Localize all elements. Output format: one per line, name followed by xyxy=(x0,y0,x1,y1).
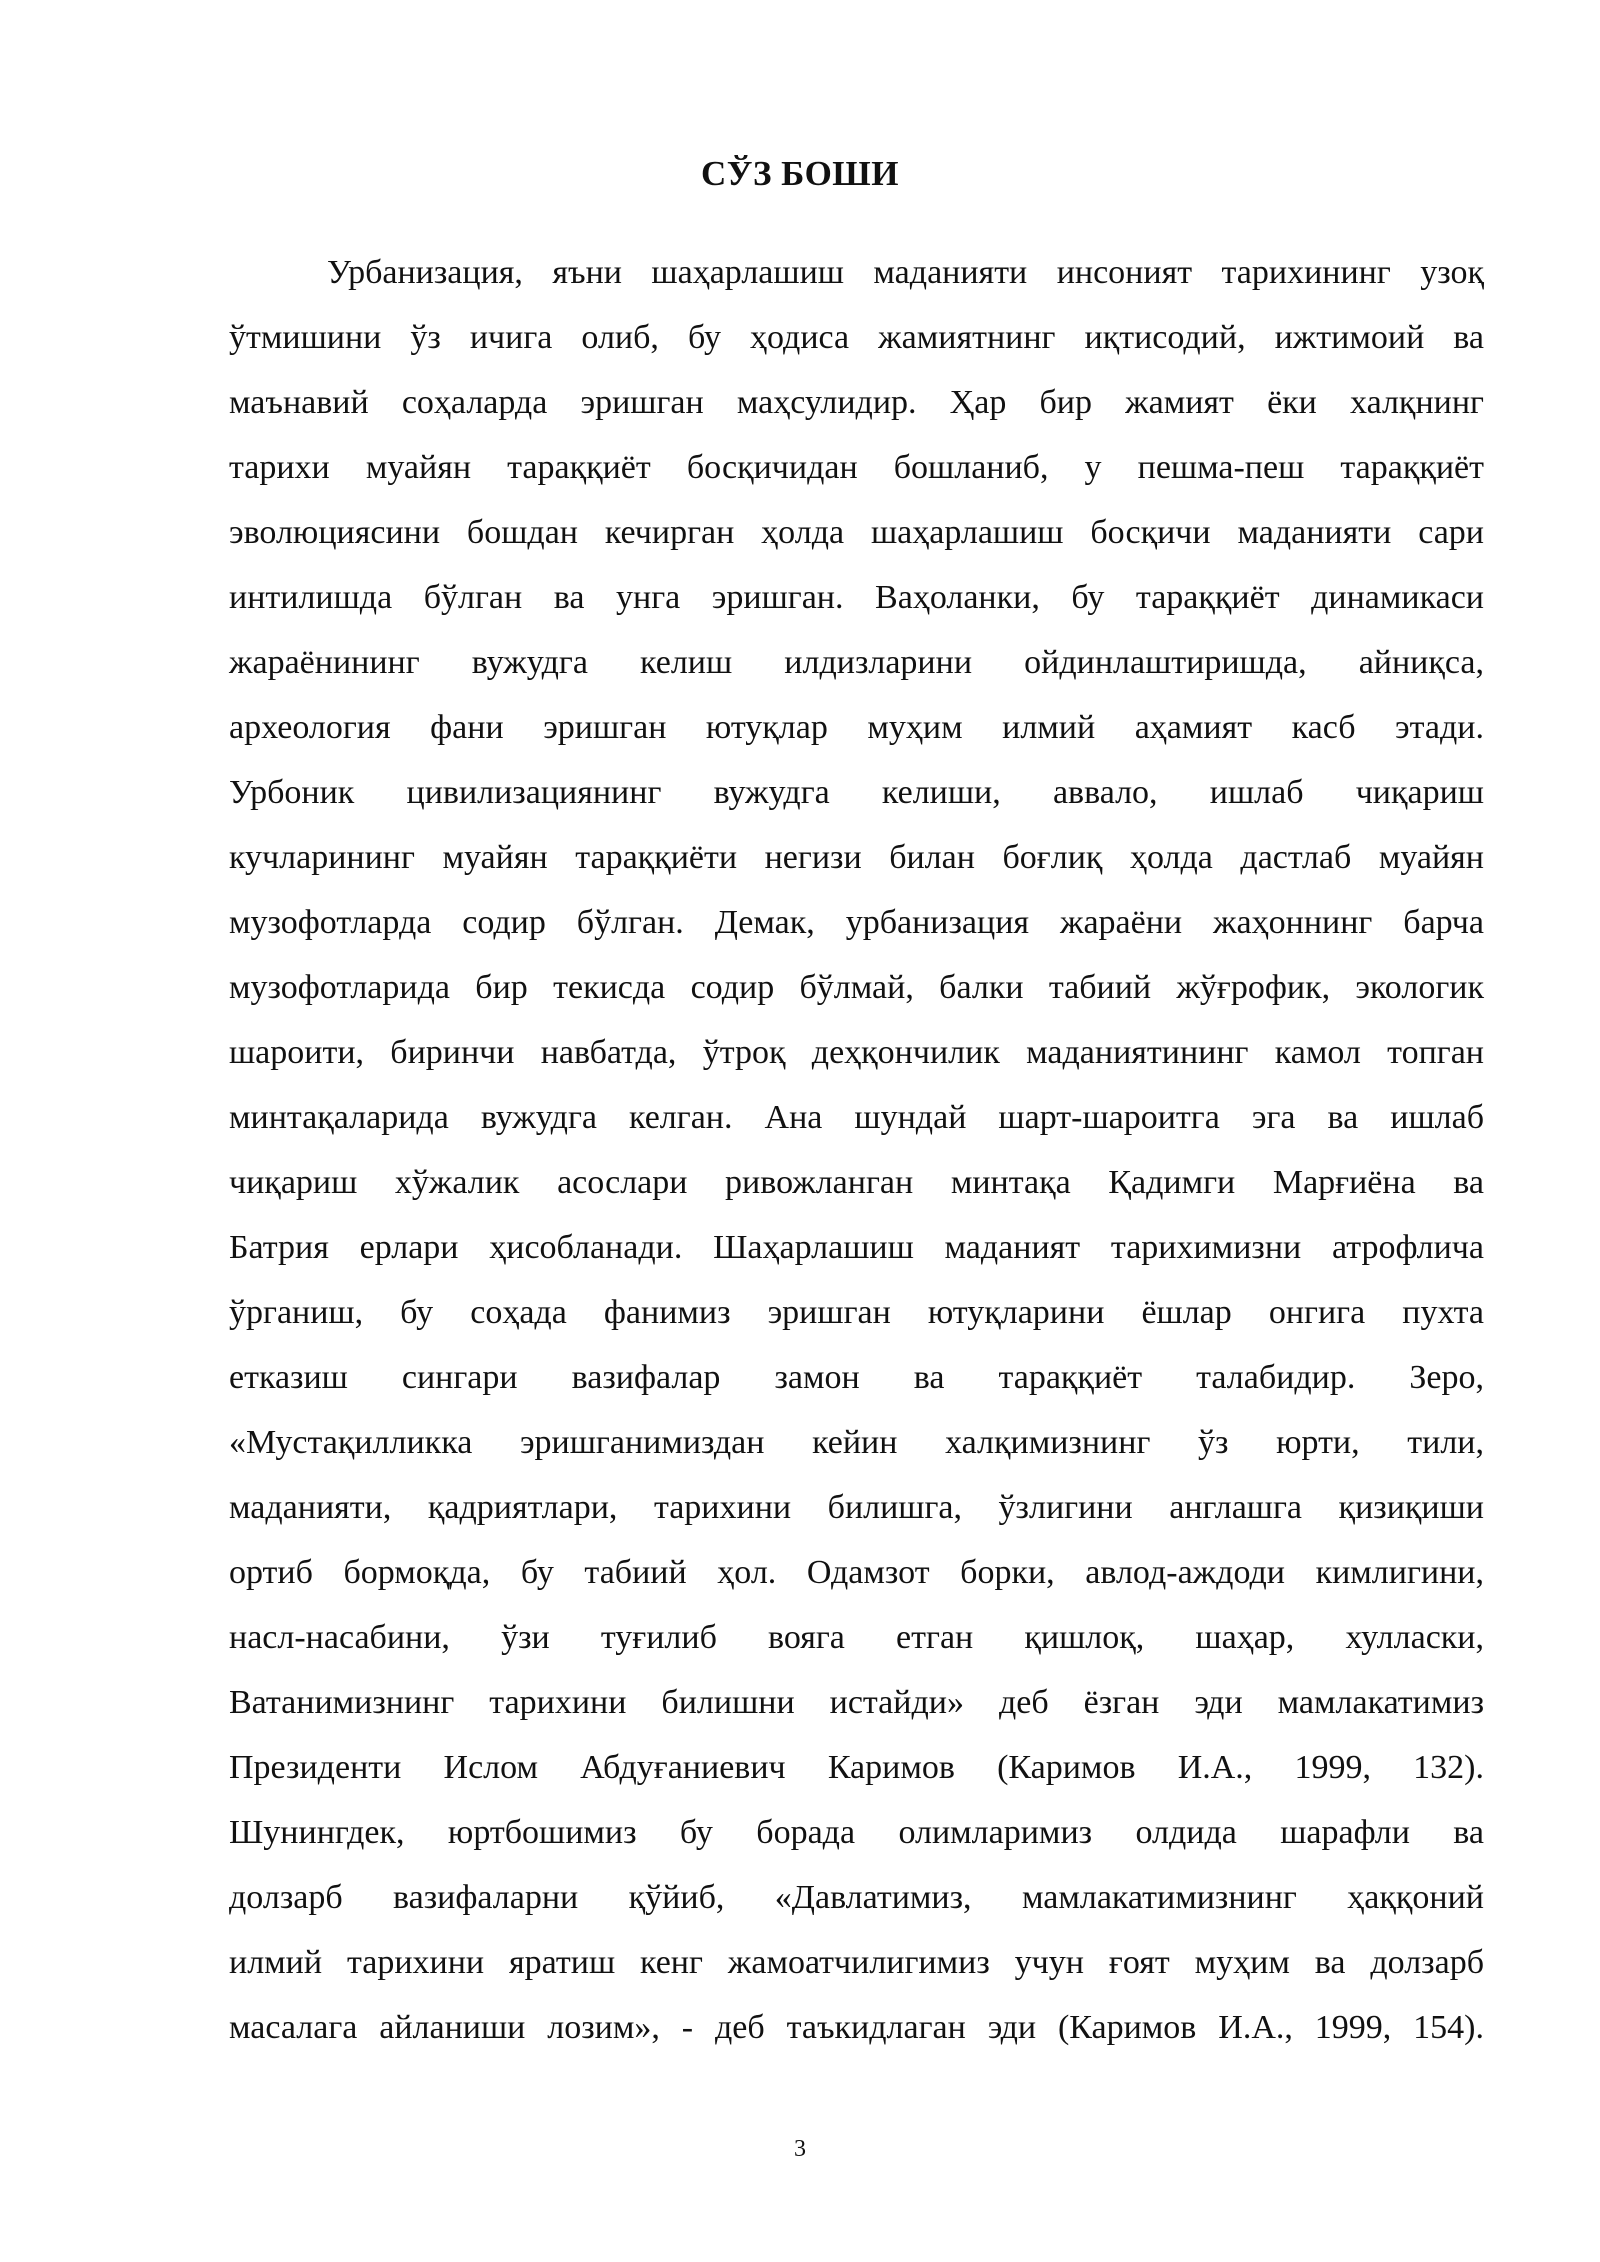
text-line: ўтмишини ўз ичига олиб, бу ҳодиса жамиятнинг иқтисодий, ижтимоий ва xyxy=(229,319,1484,356)
text-line: маданияти, қадриятлари, тарихини билишга, ўзлигини англашга қизиқиши xyxy=(229,1489,1484,1526)
text-line: жараёнининг вужудга келиш илдизларини ойдинлаштиришда, айниқса, xyxy=(229,644,1484,681)
page-title: СЎЗ БОШИ xyxy=(701,154,899,193)
text-line: ўрганиш, бу соҳада фанимиз эришган ютуқларини ёшлар онгига пухта xyxy=(229,1294,1484,1331)
text-line: масалага айланиши лозим», - деб таъкидлаган эди (Каримов И.А., 1999, 154). xyxy=(229,2009,1484,2046)
text-line: Ватанимизнинг тарихини билишни истайди» деб ёзган эди мамлакатимиз xyxy=(229,1684,1484,1721)
text-line: илмий тарихини яратиш кенг жамоатчилигимиз учун ғоят муҳим ва долзарб xyxy=(229,1944,1484,1981)
text-line: ортиб бормоқда, бу табиий ҳол. Одамзот борки, авлод-аждоди кимлигини, xyxy=(229,1554,1484,1591)
text-line: етказиш сингари вазифалар замон ва тараққиёт талабидир. Зеро, xyxy=(229,1359,1484,1396)
text-line: Урбоник цивилизациянинг вужудга келиши, аввало, ишлаб чиқариш xyxy=(229,774,1484,811)
text-line: Шунингдек, юртбошимиз бу борада олимларимиз олдида шарафли ва xyxy=(229,1814,1484,1851)
text-line: кучларининг муайян тараққиёти негизи билан боғлиқ ҳолда дастлаб муайян xyxy=(229,839,1484,876)
text-line: долзарб вазифаларни қўйиб, «Давлатимиз, мамлакатимизнинг ҳаққоний xyxy=(229,1879,1484,1916)
text-line: музофотларда содир бўлган. Демак, урбанизация жараёни жаҳоннинг барча xyxy=(229,904,1484,941)
text-line: шароити, биринчи навбатда, ўтроқ деҳқончилик маданиятининг камол топган xyxy=(229,1034,1484,1071)
text-line: интилишда бўлган ва унга эришган. Ваҳоланки, бу тараққиёт динамикаси xyxy=(229,579,1484,616)
text-line: Урбанизация, яъни шаҳарлашиш маданияти инсоният тарихининг узоқ xyxy=(327,254,1484,291)
text-line: археология фани эришган ютуқлар муҳим илмий аҳамият касб этади. xyxy=(229,709,1484,746)
text-line: маънавий соҳаларда эришган маҳсулидир. Ҳар бир жамият ёки халқнинг xyxy=(229,384,1484,421)
page-number: 3 xyxy=(794,2136,806,2162)
body-paragraph xyxy=(229,240,1484,2060)
text-line: минтақаларида вужудга келган. Ана шундай шарт-шароитга эга ва ишлаб xyxy=(229,1099,1484,1136)
text-line: музофотларида бир текисда содир бўлмай, балки табиий жўғрофик, экологик xyxy=(229,969,1484,1006)
text-line: тарихи муайян тараққиёт босқичидан бошланиб, у пешма-пеш тараққиёт xyxy=(229,449,1484,486)
text-line: Президенти Ислом Абдуғаниевич Каримов (Каримов И.А., 1999, 132). xyxy=(229,1749,1484,1786)
text-line: «Мустақилликка эришганимиздан кейин халқимизнинг ўз юрти, тили, xyxy=(229,1424,1484,1461)
text-line: чиқариш хўжалик асослари ривожланган минтақа Қадимги Марғиёна ва xyxy=(229,1164,1484,1201)
text-line: насл-насабини, ўзи туғилиб вояга етган қишлоқ, шаҳар, хулласки, xyxy=(229,1619,1484,1656)
text-line: Батрия ерлари ҳисобланади. Шаҳарлашиш маданият тарихимизни атрофлича xyxy=(229,1229,1484,1266)
text-line: эволюциясини бошдан кечирган ҳолда шаҳарлашиш босқичи маданияти сари xyxy=(229,514,1484,551)
